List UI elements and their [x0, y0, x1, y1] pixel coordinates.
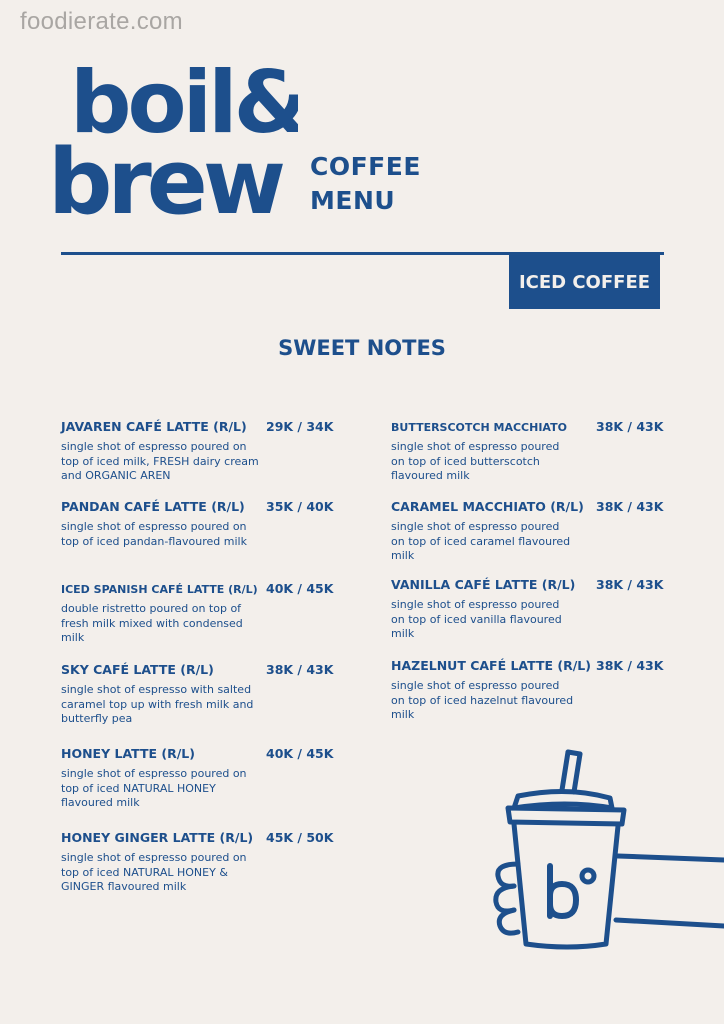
item-price: 38K / 43K: [596, 658, 664, 673]
item-price: 38K / 43K: [266, 662, 334, 677]
brand-logo: [48, 50, 298, 230]
item-price: 40K / 45K: [266, 581, 334, 596]
watermark: foodierate.com: [20, 8, 183, 35]
item-description: single shot of espresso poured on top of iced milk, FRESH dairy cream and ORGANIC AREN: [61, 440, 259, 483]
item-name: HAZELNUT CAFÉ LATTE (R/L): [391, 658, 591, 673]
menu-title-line-2: MENU: [310, 186, 396, 215]
item-price: 38K / 43K: [596, 577, 664, 592]
item-name: BUTTERSCOTCH MACCHIATO: [391, 421, 567, 434]
item-name: HONEY LATTE (R/L): [61, 746, 195, 761]
section-title: SWEET NOTES: [278, 336, 446, 360]
item-description: single shot of espresso poured on top of iced NATURAL HONEY flavoured milk: [61, 767, 247, 810]
item-description: single shot of espresso poured on top of iced butterscotch flavoured milk: [391, 440, 560, 483]
menu-title-line-1: COFFEE: [310, 152, 421, 181]
item-description: single shot of espresso poured on top of iced NATURAL HONEY & GINGER flavoured milk: [61, 851, 247, 894]
item-name: JAVAREN CAFÉ LATTE (R/L): [61, 419, 247, 434]
item-description: single shot of espresso poured on top of iced caramel flavoured milk: [391, 520, 571, 563]
category-badge: ICED COFFEE: [509, 255, 660, 309]
item-price: 38K / 43K: [596, 419, 664, 434]
menu-title: [310, 150, 421, 218]
item-name: SKY CAFÉ LATTE (R/L): [61, 662, 214, 677]
item-name: CARAMEL MACCHIATO (R/L): [391, 499, 584, 514]
item-name: PANDAN CAFÉ LATTE (R/L): [61, 499, 245, 514]
item-name: ICED SPANISH CAFÉ LATTE (R/L): [61, 583, 258, 596]
item-price: 29K / 34K: [266, 419, 334, 434]
hand-holding-iced-coffee-icon: [488, 748, 724, 953]
item-price: 38K / 43K: [596, 499, 664, 514]
item-description: single shot of espresso poured on top of iced vanilla flavoured milk: [391, 598, 562, 641]
item-name: HONEY GINGER LATTE (R/L): [61, 830, 254, 845]
item-name: VANILLA CAFÉ LATTE (R/L): [391, 577, 576, 592]
item-description: single shot of espresso poured on top of iced hazelnut flavoured milk: [391, 679, 574, 722]
logo-line-1: boil&: [70, 53, 298, 153]
item-description: single shot of espresso poured on top of iced pandan-flavoured milk: [61, 520, 247, 548]
item-description: double ristretto poured on top of fresh milk mixed with condensed milk: [61, 602, 243, 645]
logo-line-2: brew: [48, 130, 281, 230]
item-description: single shot of espresso with salted caramel top up with fresh milk and butterfly pea: [61, 683, 254, 726]
item-price: 40K / 45K: [266, 746, 334, 761]
item-price: 35K / 40K: [266, 499, 334, 514]
item-price: 45K / 50K: [266, 830, 334, 845]
